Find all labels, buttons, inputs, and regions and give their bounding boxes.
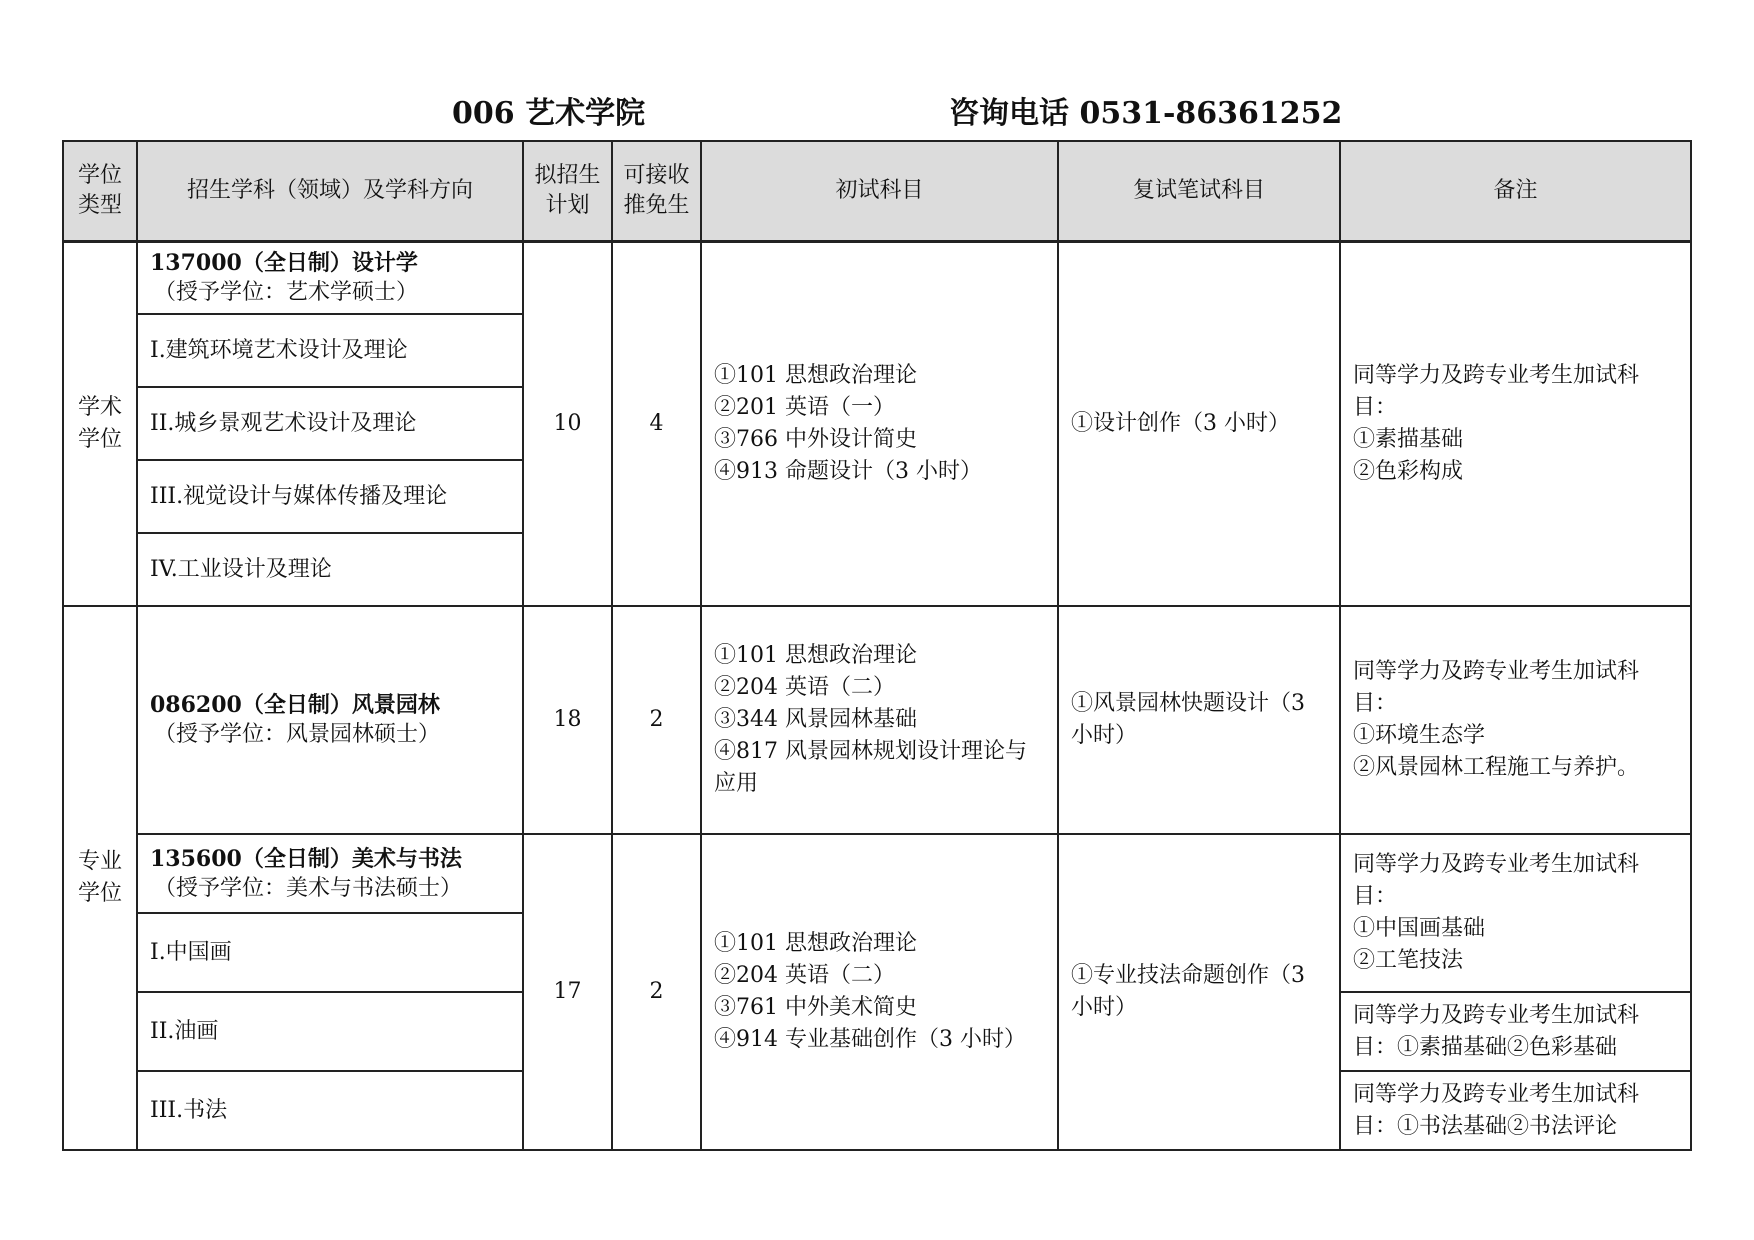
exam-item: ④817 风景园林规划设计理论与应用 (714, 739, 1027, 796)
col-retest-exam: 复试笔试科目 (1058, 141, 1340, 241)
remark-line: 同等学力及跨专业考生加试科目： (1353, 852, 1640, 909)
col-discipline: 招生学科（领域）及学科方向 (137, 141, 523, 241)
initial-exam-list (701, 606, 1058, 834)
degree-type-academic: 学术学位 (63, 241, 137, 606)
exam-item: ①101 思想政治理论 (714, 362, 917, 388)
exempt-count: 2 (612, 606, 701, 834)
exam-item: ④913 命题设计（3 小时） (714, 458, 982, 484)
exempt-count: 4 (612, 241, 701, 606)
remark-line: ①环境生态学 (1353, 723, 1486, 748)
exam-item: ①101 思想政治理论 (714, 931, 917, 956)
exam-item: ③761 中外美术简史 (714, 995, 917, 1020)
program-note: （授予学位：美术与书法硕士） (154, 875, 463, 901)
initial-exam-list (701, 834, 1058, 1150)
program-title: 086200（全日制）风景园林 (150, 692, 440, 718)
direction-item: II.油画 (137, 992, 523, 1071)
program-design (137, 241, 523, 314)
retest-exam: ①设计创作（3 小时） (1058, 241, 1340, 606)
exempt-count: 2 (612, 834, 701, 1150)
degree-type-professional: 专业学位 (63, 606, 137, 1150)
remarks-oil-painting: 同等学力及跨专业考生加试科目：①素描基础②色彩基础 (1340, 992, 1691, 1071)
program-landscape (137, 606, 523, 834)
remark-line: ②色彩构成 (1353, 458, 1464, 484)
program-note: （授予学位：艺术学硕士） (154, 279, 419, 305)
remark-line: ②工笔技法 (1353, 948, 1464, 973)
exam-item: ③766 中外设计简史 (714, 426, 917, 452)
remarks (1340, 606, 1691, 834)
remark-line: 同等学力及跨专业考生加试科目： (1353, 362, 1640, 420)
remark-line: ①素描基础 (1353, 426, 1464, 452)
retest-exam: ①专业技法命题创作（3 小时） (1058, 834, 1340, 1150)
program-fineart (137, 834, 523, 913)
remark-line: ①中国画基础 (1353, 916, 1486, 941)
initial-exam-list (701, 241, 1058, 606)
col-plan: 拟招生计划 (523, 141, 612, 241)
table-row (63, 606, 1691, 834)
exam-item: ③344 风景园林基础 (714, 707, 917, 732)
remarks-calligraphy: 同等学力及跨专业考生加试科目：①书法基础②书法评论 (1340, 1071, 1691, 1150)
remark-line: ②风景园林工程施工与养护。 (1353, 755, 1640, 780)
program-title: 137000（全日制）设计学 (150, 249, 418, 276)
table-row (63, 241, 1691, 314)
col-exempt: 可接收推免生 (612, 141, 701, 241)
retest-exam: ①风景园林快题设计（3 小时） (1058, 606, 1340, 834)
program-note: （授予学位：风景园林硕士） (154, 722, 441, 747)
direction-item: I.建筑环境艺术设计及理论 (137, 314, 523, 387)
remarks-chinese-painting (1340, 834, 1691, 992)
exam-item: ④914 专业基础创作（3 小时） (714, 1027, 1026, 1052)
direction-item: II.城乡景观艺术设计及理论 (137, 387, 523, 460)
direction-item: IV.工业设计及理论 (137, 533, 523, 606)
plan-count: 10 (523, 241, 612, 606)
exam-item: ①101 思想政治理论 (714, 643, 917, 668)
exam-item: ②201 英语（一） (714, 394, 895, 420)
table-row (63, 834, 1691, 913)
direction-item: III.书法 (137, 1071, 523, 1150)
plan-count: 17 (523, 834, 612, 1150)
consult-phone: 咨询电话 0531-86361252 (949, 96, 1343, 131)
remarks (1340, 241, 1691, 606)
exam-item: ②204 英语（二） (714, 675, 895, 700)
col-initial-exam: 初试科目 (701, 141, 1058, 241)
direction-item: I.中国画 (137, 913, 523, 992)
exam-item: ②204 英语（二） (714, 963, 895, 988)
plan-count: 18 (523, 606, 612, 834)
remark-line: 同等学力及跨专业考生加试科目： (1353, 659, 1640, 716)
college-title: 006 艺术学院 (452, 96, 646, 131)
direction-item: III.视觉设计与媒体传播及理论 (137, 460, 523, 533)
col-degree-type: 学位类型 (63, 141, 137, 241)
header-row (63, 141, 1691, 241)
program-title: 135600（全日制）美术与书法 (150, 845, 462, 872)
col-remarks: 备注 (1340, 141, 1691, 241)
admission-table (62, 140, 1692, 1151)
